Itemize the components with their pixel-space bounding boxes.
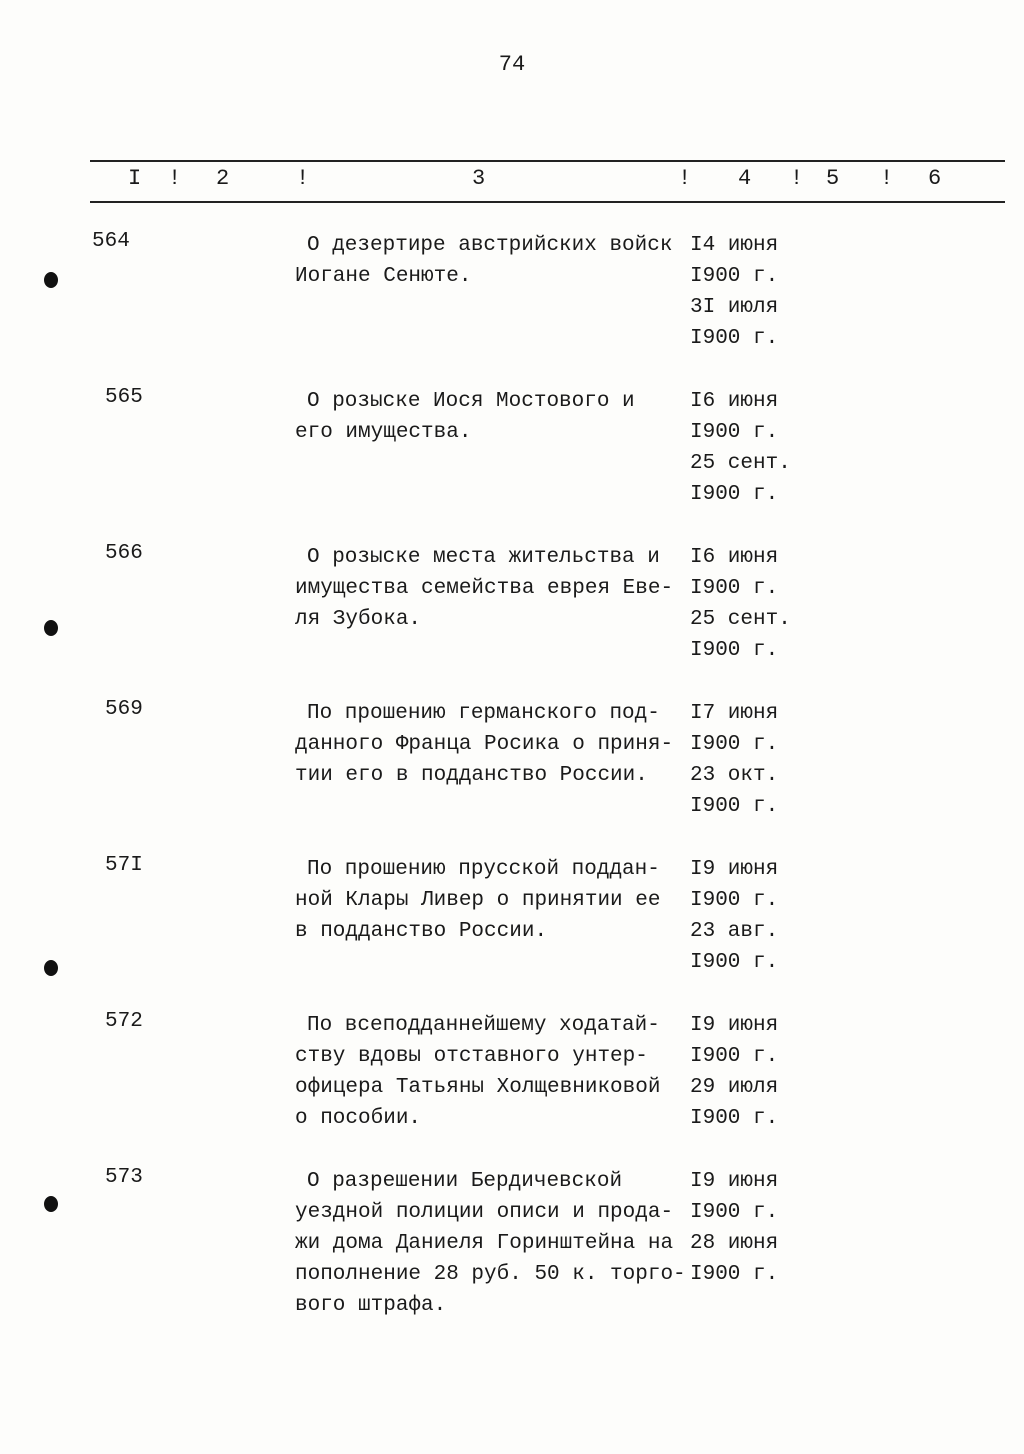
description-line: Иогане Сенюте. (295, 265, 472, 288)
date-line: I9 июня (690, 858, 779, 881)
binding-hole-mark (44, 272, 58, 288)
date-line: I900 г. (690, 577, 779, 600)
page-number: 74 (498, 52, 526, 77)
header-cell: ! (790, 166, 804, 191)
date-line: I900 г. (690, 1263, 779, 1286)
date-line: I7 июня (690, 702, 779, 725)
table-row (0, 542, 1024, 692)
date-line: 29 июля (690, 1076, 779, 1099)
entry-number: 564 (92, 230, 130, 253)
entry-number: 572 (105, 1010, 143, 1033)
date-line: I9 июня (690, 1014, 779, 1037)
entry-dates (690, 230, 778, 354)
description-line: ля Зубока. (295, 608, 422, 631)
date-line: 25 сент. (690, 452, 791, 475)
table-row (0, 1166, 1024, 1316)
description-line: О розыске Иося Мостового и (307, 390, 635, 413)
header-cell: 5 (826, 166, 840, 191)
header-cell: I (128, 166, 142, 191)
header-cell: 6 (928, 166, 942, 191)
entry-number: 57I (105, 854, 143, 877)
header-cell: 4 (738, 166, 752, 191)
date-line: I900 г. (690, 1201, 779, 1224)
date-line: I900 г. (690, 421, 779, 444)
date-line: I900 г. (690, 795, 779, 818)
date-line: I4 июня (690, 234, 779, 257)
date-line: I900 г. (690, 733, 779, 756)
table-row (0, 854, 1024, 1004)
description-line: ной Клары Ливер о принятии ее (295, 889, 661, 912)
date-line: I6 июня (690, 546, 779, 569)
description-line: данного Франца Росика о приня- (295, 733, 674, 756)
binding-hole-mark (44, 960, 58, 976)
description-line: жи дома Даниеля Горинштейна на (295, 1232, 674, 1255)
description-line: о пособии. (295, 1107, 422, 1130)
date-line: 28 июня (690, 1232, 779, 1255)
entry-dates (690, 1010, 778, 1134)
entry-number: 566 (105, 542, 143, 565)
description-line: тии его в подданство России. (295, 764, 648, 787)
date-line: I900 г. (690, 265, 779, 288)
table-row (0, 698, 1024, 848)
entry-dates (690, 698, 778, 822)
table-row (0, 1010, 1024, 1160)
description-line: в подданство России. (295, 920, 548, 943)
description-line: О разрешении Бердичевской (307, 1170, 623, 1193)
entry-description (295, 1166, 686, 1321)
binding-hole-mark (44, 1196, 58, 1212)
entry-description (295, 230, 672, 292)
entry-dates (690, 542, 791, 666)
entry-dates (690, 1166, 778, 1290)
description-line: По всеподданнейшему ходатай- (307, 1014, 660, 1037)
description-line: О розыске места жительства и (307, 546, 660, 569)
date-line: I900 г. (690, 639, 779, 662)
date-line: I900 г. (690, 483, 779, 506)
entry-dates (690, 386, 791, 510)
entry-description (295, 542, 673, 635)
description-line: офицера Татьяны Холщевниковой (295, 1076, 661, 1099)
entry-number: 569 (105, 698, 143, 721)
date-line: I900 г. (690, 327, 779, 350)
date-line: I900 г. (690, 1045, 779, 1068)
entry-dates (690, 854, 778, 978)
binding-hole-mark (44, 620, 58, 636)
date-line: I9 июня (690, 1170, 779, 1193)
header-cell: 2 (216, 166, 230, 191)
description-line: вого штрафа. (295, 1294, 447, 1317)
date-line: 3I июля (690, 296, 779, 319)
date-line: I6 июня (690, 390, 779, 413)
date-line: 23 авг. (690, 920, 779, 943)
date-line: I900 г. (690, 1107, 779, 1130)
header-cell: ! (296, 166, 310, 191)
description-line: По прошению прусской поддан- (307, 858, 660, 881)
description-line: имущества семейства еврея Еве- (295, 577, 674, 600)
header-cell: ! (678, 166, 692, 191)
date-line: I900 г. (690, 889, 779, 912)
header-cell: ! (880, 166, 894, 191)
entry-description (295, 698, 673, 791)
entry-description (295, 854, 660, 947)
date-line: 23 окт. (690, 764, 779, 787)
description-line: О дезертире австрийских войск (307, 234, 673, 257)
description-line: ству вдовы отставного унтер- (295, 1045, 648, 1068)
table-header-bottom-rule (90, 201, 1005, 203)
entry-number: 573 (105, 1166, 143, 1189)
table-row (0, 230, 1024, 380)
header-cell: ! (168, 166, 182, 191)
header-cell: 3 (472, 166, 486, 191)
description-line: По прошению германского под- (307, 702, 660, 725)
table-row (0, 386, 1024, 536)
description-line: уездной полиции описи и прода- (295, 1201, 674, 1224)
entry-description (295, 1010, 660, 1134)
description-line: пополнение 28 руб. 50 к. торго- (295, 1263, 686, 1286)
description-line: его имущества. (295, 421, 472, 444)
date-line: 25 сент. (690, 608, 791, 631)
entry-description (295, 386, 635, 448)
entry-number: 565 (105, 386, 143, 409)
table-header-top-rule (90, 160, 1005, 162)
date-line: I900 г. (690, 951, 779, 974)
